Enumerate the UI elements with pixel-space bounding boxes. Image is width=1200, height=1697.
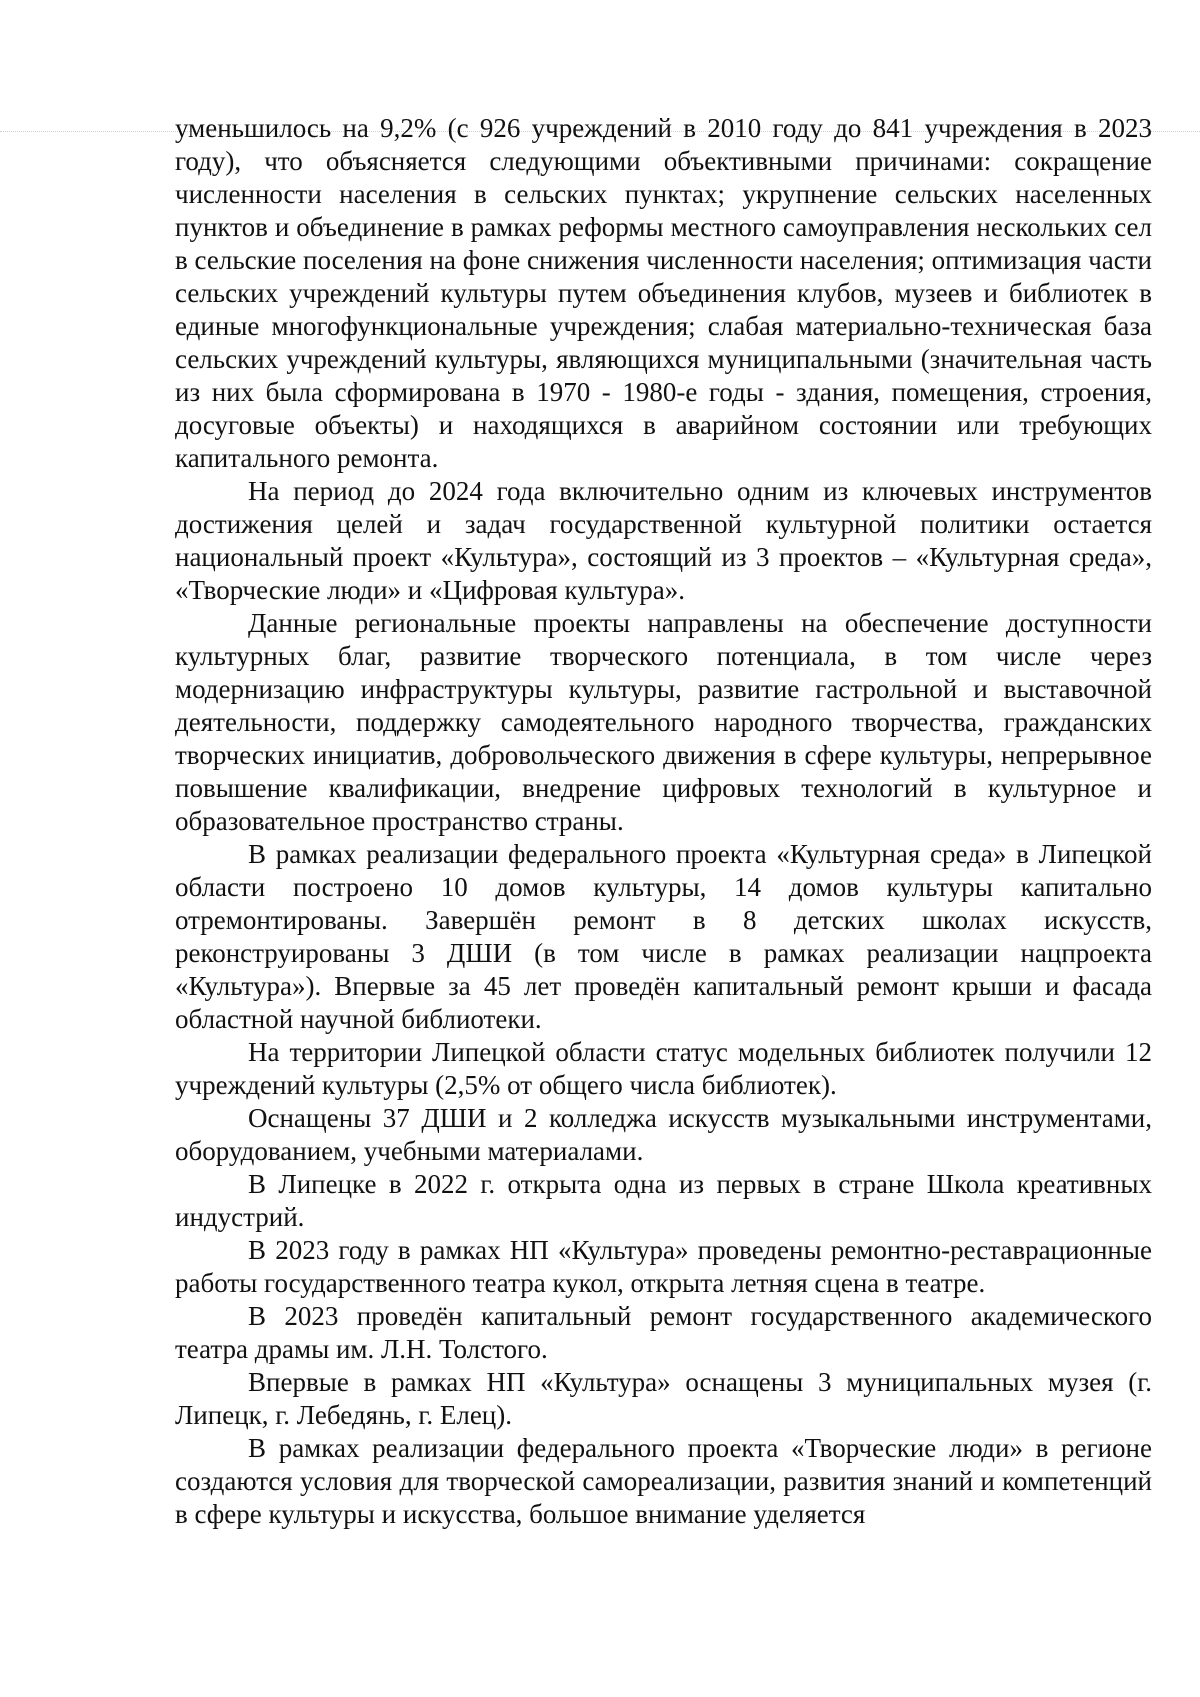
paragraph-7: В Липецке в 2022 г. открыта одна из первых в стране Школа креативных индустрий.: [175, 1169, 1152, 1232]
paragraph-8: В 2023 году в рамках НП «Культура» проведены ремонтно-реставрационные работы государственного театра кукол, открыта летняя сцена в театре.: [175, 1235, 1152, 1298]
paragraph-6: Оснащены 37 ДШИ и 2 колледжа искусств музыкальными инструментами, оборудованием, учебными материалами.: [175, 1103, 1152, 1166]
paragraph-11: В рамках реализации федерального проекта «Творческие люди» в регионе создаются условия для творческой самореализации, развития знаний и компетенций в сфере культуры и искусства, большое внимание уделяется: [175, 1433, 1152, 1529]
paragraph-2: На период до 2024 года включительно одним из ключевых инструментов достижения целей и задач государственной культурной политики остается национальный проект «Культура», состоящий из 3 проектов – «Культурная среда», «Творческие люди» и «Цифровая культура».: [175, 476, 1152, 605]
paragraph-9: В 2023 проведён капитальный ремонт государственного академического театра драмы им. Л.Н. Толстого.: [175, 1301, 1152, 1364]
paragraph-10: Впервые в рамках НП «Культура» оснащены 3 муниципальных музея (г. Липецк, г. Лебедянь, г. Елец).: [175, 1367, 1152, 1430]
paragraph-5: На территории Липецкой области статус модельных библиотек получили 12 учреждений культуры (2,5% от общего числа библиотек).: [175, 1037, 1152, 1100]
paragraph-3: Данные региональные проекты направлены на обеспечение доступности культурных благ, развитие творческого потенциала, в том числе через модернизацию инфраструктуры культуры, развитие гастрольной и выставочной деятельности, поддержку самодеятельного народного творчества, гражданских творческих инициатив, добровольческого движения в сфере культуры, непрерывное повышение квалификации, внедрение цифровых технологий в культурное и образовательное пространство страны.: [175, 608, 1152, 836]
paragraph-4: В рамках реализации федерального проекта «Культурная среда» в Липецкой области построено 10 домов культуры, 14 домов культуры капитально отремонтированы. Завершён ремонт в 8 детских школах искусств, реконструированы 3 ДШИ (в том числе в рамках реализации нацпроекта «Культура»). Впервые за 45 лет проведён капитальный ремонт крыши и фасада областной научной библиотеки.: [175, 839, 1152, 1034]
paragraph-1: уменьшилось на 9,2% (с 926 учреждений в 2010 году до 841 учреждения в 2023 году), что объясняется следующими объективными причинами: сокращение численности населения в сельских пунктах; укрупнение сельских населенных пунктов и объединение в рамках реформы местного самоуправления нескольких сел в сельские поселения на фоне снижения численности населения; оптимизация части сельских учреждений культуры путем объединения клубов, музеев и библиотек в единые многофункциональные учреждения; слабая материально-техническая база сельских учреждений культуры, являющихся муниципальными (значительная часть из них была сформирована в 1970 - 1980-е годы - здания, помещения, строения, досуговые объекты) и находящихся в аварийном состоянии или требующих капитального ремонта.: [175, 113, 1152, 473]
document-body: [175, 112, 1152, 1531]
